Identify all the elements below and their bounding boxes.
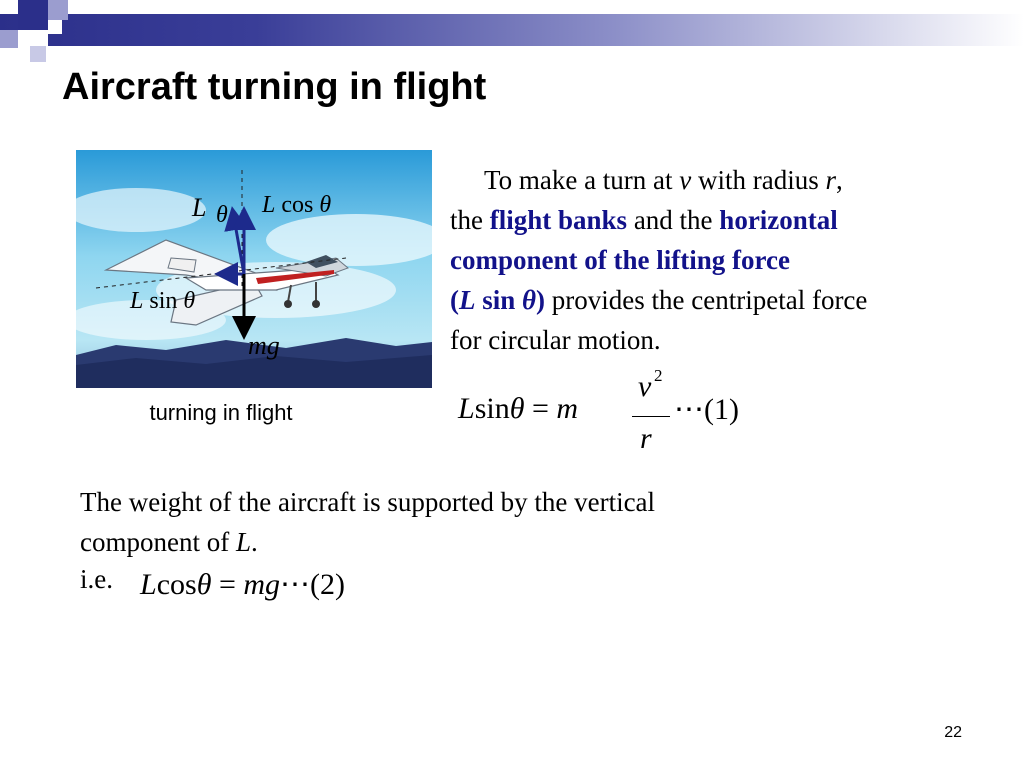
text: To make a turn at: [484, 165, 680, 195]
header-square-1: [18, 0, 48, 30]
equation-1: [458, 366, 758, 462]
page-number: 22: [944, 724, 962, 741]
var-mg: mg: [243, 568, 281, 601]
equals: =: [524, 392, 557, 425]
aircraft-photo: [76, 150, 432, 388]
figure-caption-text: turning in flight: [149, 400, 293, 425]
equation-1-number: ⋯(1): [674, 393, 739, 426]
label-L: L: [192, 193, 207, 222]
var-r: r: [825, 165, 837, 195]
para1-line1: [450, 160, 990, 200]
label-L-cos-theta: L cos θ: [262, 192, 332, 218]
numerator-v: v: [638, 370, 652, 403]
aircraft-illustration: [76, 150, 432, 388]
para1-line2: [450, 200, 990, 240]
var-theta: θ: [196, 568, 212, 601]
equals: =: [211, 568, 244, 601]
header-square-2: [48, 0, 68, 20]
text: .: [251, 527, 258, 557]
label-theta: θ: [216, 202, 228, 228]
fn-sin: sin: [474, 392, 510, 425]
header-square-5: [48, 20, 62, 34]
exponent: 2: [654, 366, 663, 385]
denominator-r: r: [640, 422, 652, 455]
text: component of: [80, 527, 236, 557]
para1-line3: [450, 240, 990, 280]
highlight-horizontal: horizontal: [719, 205, 838, 235]
text: with radius: [691, 165, 826, 195]
header-square-3: [0, 30, 18, 48]
para1-line4: [450, 280, 990, 320]
fraction-bar: [632, 416, 670, 417]
var-L: L: [459, 285, 476, 315]
paren: (: [450, 285, 459, 315]
text: for circular motion.: [450, 325, 661, 355]
para2-line1: The weight of the aircraft is supported by the vertical: [80, 487, 656, 517]
text: and the: [627, 205, 720, 235]
fn-cos: cos: [156, 568, 197, 601]
equation-2: [140, 567, 345, 602]
weight-paragraph: [80, 482, 840, 562]
var-L: L: [235, 527, 251, 557]
var-m: m: [556, 392, 579, 425]
text: provides the centripetal force: [545, 285, 868, 315]
figure-caption: [76, 400, 476, 426]
para2-line2: [80, 522, 840, 562]
var-theta: θ: [509, 392, 525, 425]
label-L-sin-theta: L sin θ: [130, 288, 196, 314]
highlight-component: component of the lifting force: [450, 245, 790, 275]
slide-title: Aircraft turning in flight: [62, 66, 487, 108]
var-v: v: [679, 165, 692, 195]
header-square-6: [30, 46, 46, 62]
text: the: [450, 205, 490, 235]
equation-2-number: ⋯(2): [280, 568, 346, 601]
var-theta: θ: [522, 285, 537, 315]
text: ,: [836, 165, 843, 195]
header-gradient-bar: [0, 14, 1024, 46]
highlight-flight-banks: flight banks: [489, 205, 628, 235]
var-L: L: [458, 392, 475, 425]
var-L: L: [140, 568, 157, 601]
para1-line5: [450, 320, 990, 360]
paren: ): [536, 285, 546, 315]
equation-1-lhs: [458, 392, 578, 426]
label-mg: mg: [248, 331, 280, 360]
explanation-paragraph: [450, 160, 990, 360]
ie-label: i.e.: [80, 564, 113, 594]
fn-sin: sin: [475, 285, 523, 315]
